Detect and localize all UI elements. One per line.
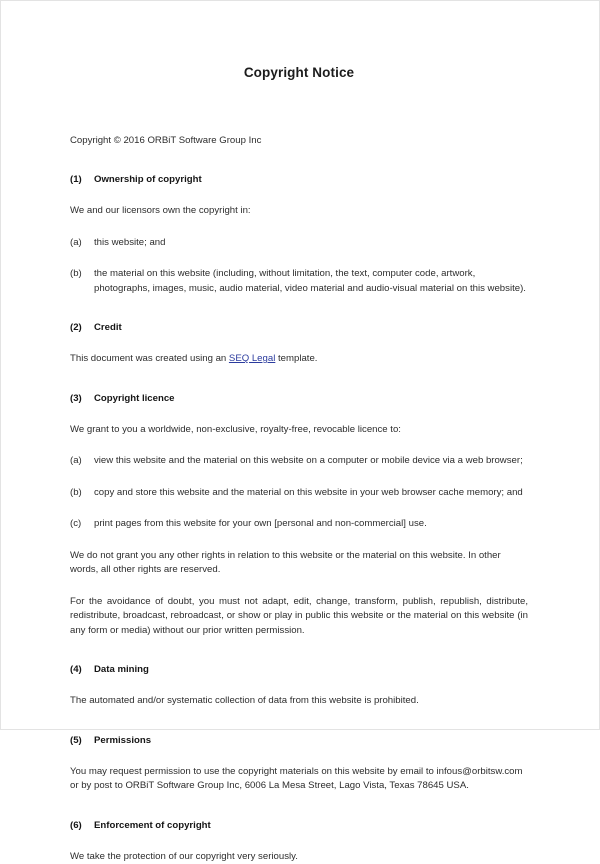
section-heading-label: Data mining bbox=[94, 663, 149, 677]
permissions-paragraph: You may request permission to use the copyright materials on this website by email to infous@orbitsw.com or by post to ORBiT Software Group Inc, 6006 La Mesa Street, Lago Vista, Texas 78645 USA. bbox=[70, 748, 528, 794]
copyright-statement: Copyright © 2016 ORBiT Software Group Inc bbox=[70, 82, 528, 148]
document-body bbox=[70, 1, 528, 864]
section-number: (3) bbox=[70, 392, 94, 406]
seq-legal-link[interactable]: SEQ Legal bbox=[229, 353, 275, 364]
page-title: Copyright Notice bbox=[70, 1, 528, 82]
list-item-text: the material on this website (including, without limitation, the text, computer code, artwork, photographs, images, music, audio material, video material and audio-visual material on this website). bbox=[94, 267, 528, 296]
section-heading-permissions bbox=[70, 709, 528, 748]
section-heading-label: Permissions bbox=[94, 734, 151, 748]
list-item-marker: (a) bbox=[70, 236, 94, 251]
section-heading-copyright-licence bbox=[70, 367, 528, 406]
list-item-marker: (b) bbox=[70, 486, 94, 501]
no-other-rights-paragraph: We do not grant you any other rights in relation to this website or the material on this website. In other words, all other rights are reserved. bbox=[70, 532, 528, 578]
list-item-marker: (b) bbox=[70, 267, 94, 296]
list-item-marker: (c) bbox=[70, 517, 94, 532]
section-number: (4) bbox=[70, 663, 94, 677]
list-item bbox=[70, 437, 528, 469]
list-item-text: copy and store this website and the material on this website in your web browser cache memory; and bbox=[94, 486, 528, 501]
section-intro: We and our licensors own the copyright in: bbox=[70, 187, 528, 219]
section-heading-enforcement-of-copyright bbox=[70, 794, 528, 833]
section-heading-label: Enforcement of copyright bbox=[94, 819, 211, 833]
section-heading-label: Ownership of copyright bbox=[94, 173, 202, 187]
section-number: (5) bbox=[70, 734, 94, 748]
list-item-marker: (a) bbox=[70, 454, 94, 469]
list-item-text: print pages from this website for your own [personal and non-commercial] use. bbox=[94, 517, 528, 532]
section-heading-data-mining bbox=[70, 638, 528, 677]
section-intro: We grant to you a worldwide, non-exclusive, royalty-free, revocable licence to: bbox=[70, 406, 528, 438]
credit-text-after: template. bbox=[275, 353, 317, 364]
list-item bbox=[70, 250, 528, 296]
list-item-text: view this website and the material on this website on a computer or mobile device via a web browser; bbox=[94, 454, 528, 469]
section-number: (1) bbox=[70, 173, 94, 187]
section-heading-label: Copyright licence bbox=[94, 392, 175, 406]
credit-text-before: This document was created using an bbox=[70, 353, 229, 364]
section-number: (2) bbox=[70, 321, 94, 335]
list-item bbox=[70, 219, 528, 251]
data-mining-paragraph: The automated and/or systematic collection of data from this website is prohibited. bbox=[70, 677, 528, 709]
list-item-text: this website; and bbox=[94, 236, 528, 251]
enforcement-paragraph: We take the protection of our copyright very seriously. bbox=[70, 833, 528, 864]
credit-paragraph bbox=[70, 335, 528, 367]
list-item bbox=[70, 469, 528, 501]
avoidance-of-doubt-paragraph: For the avoidance of doubt, you must not adapt, edit, change, transform, publish, republish, distribute, redistribute, broadcast, rebroadcast, or show or play in public this website or the material on this website (in any form or media) without our prior written permission. bbox=[70, 578, 528, 639]
list-item bbox=[70, 500, 528, 532]
section-heading-ownership-of-copyright bbox=[70, 148, 528, 187]
section-heading-label: Credit bbox=[94, 321, 122, 335]
section-heading-credit bbox=[70, 296, 528, 335]
section-number: (6) bbox=[70, 819, 94, 833]
